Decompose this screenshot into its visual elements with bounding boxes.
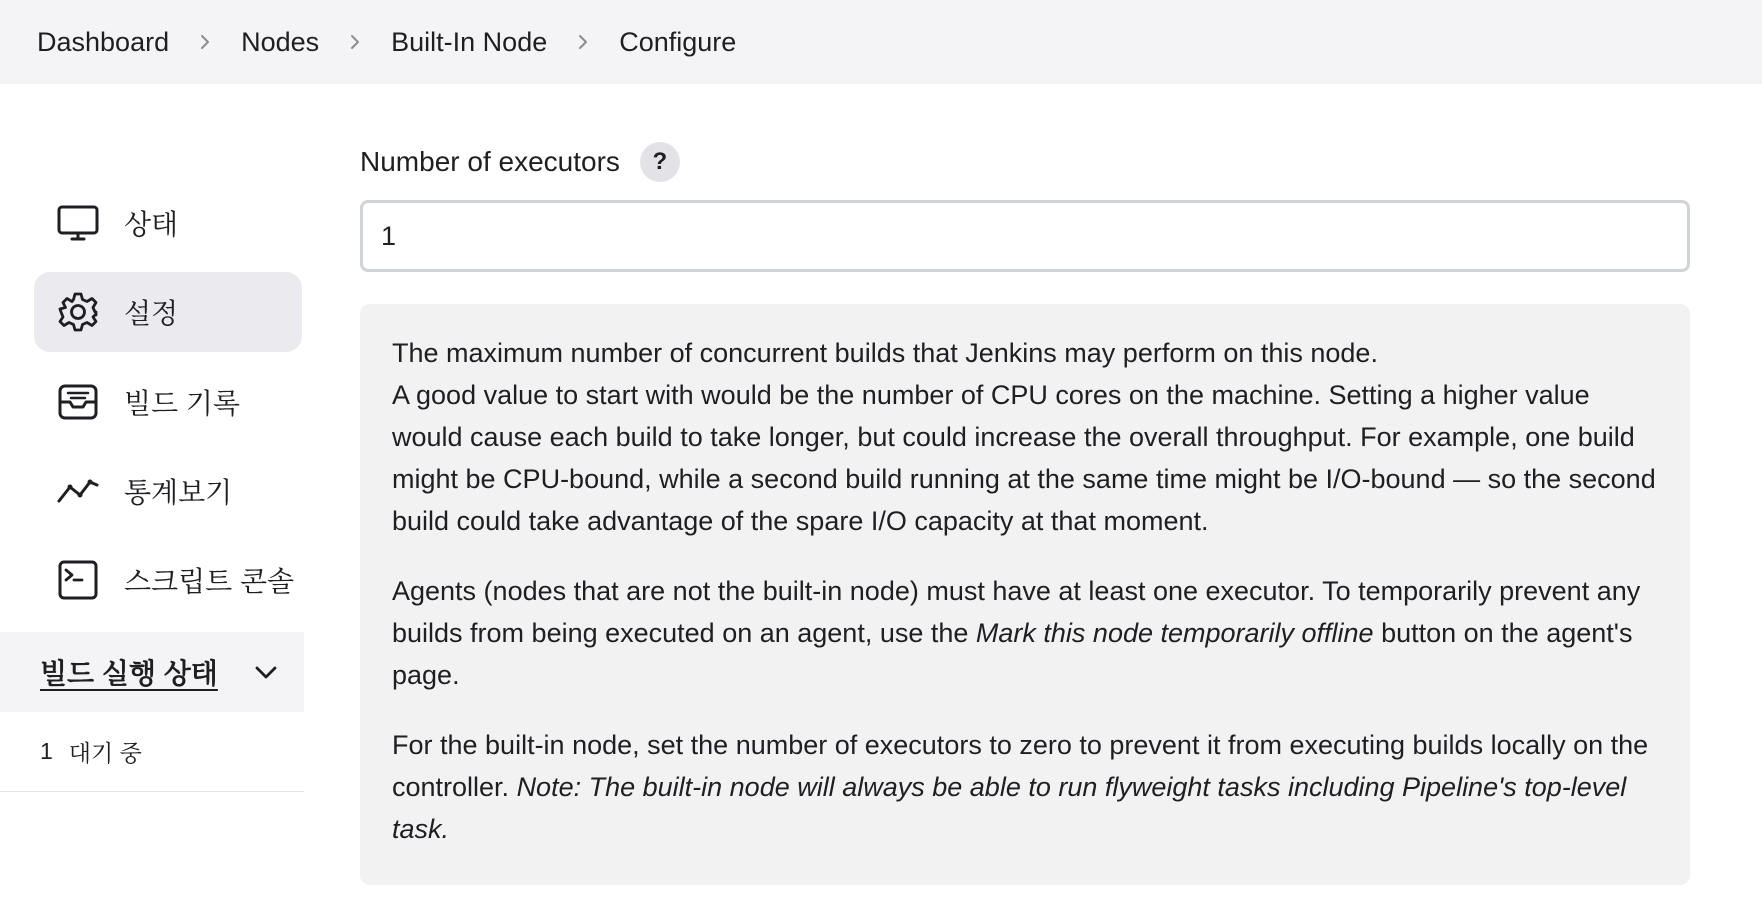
- sidebar-item-label: 빌드 기록: [124, 388, 240, 419]
- help-text: A good value to start with would be the number of CPU cores on the machine. Setting a higher value would cause each build to take longer, but could increase the overall throughput. For example, one build might be CPU-bound, while a second build running at the same time might be I/O-bound — so the second build could take advantage of the spare I/O capacity at that moment.: [392, 380, 1656, 536]
- sidebar-item-script-console[interactable]: [34, 540, 302, 620]
- sidebar-item-label: 설정: [124, 298, 179, 329]
- chevron-down-icon[interactable]: [252, 658, 280, 686]
- breadcrumb-built-in-node[interactable]: Built-In Node: [391, 26, 548, 57]
- breadcrumb-dashboard[interactable]: Dashboard: [37, 26, 170, 57]
- help-text: The maximum number of concurrent builds that Jenkins may perform on this node.: [392, 338, 1378, 368]
- executor-state: 대기 중: [68, 740, 142, 766]
- executor-number: 1: [40, 738, 53, 764]
- monitor-icon: [56, 201, 100, 245]
- breadcrumb-nodes[interactable]: Nodes: [241, 26, 320, 57]
- help-text: Agents (nodes that are not the built-in node) must have at least one executor. To temporarily prevent any builds from being executed on an agent, use the: [392, 576, 1641, 648]
- sidebar-item-settings[interactable]: [34, 272, 302, 352]
- help-paragraph: [392, 332, 1658, 542]
- executor-status-header[interactable]: [0, 632, 304, 712]
- executors-label: Number of executors: [360, 146, 620, 177]
- breadcrumb: [0, 0, 1762, 84]
- sidebar-item-label: 상태: [124, 209, 179, 240]
- executor-status-link[interactable]: 빌드 실행 상태: [40, 658, 218, 689]
- sidebar-item-label: 통계보기: [124, 477, 233, 508]
- executors-label-row: [360, 142, 680, 182]
- chevron-right-icon: [169, 34, 241, 50]
- breadcrumb-configure[interactable]: Configure: [619, 26, 737, 57]
- inbox-icon: [56, 380, 100, 424]
- help-emphasis: Mark this node temporarily offline: [975, 618, 1374, 648]
- executors-input[interactable]: [360, 200, 1690, 272]
- help-button[interactable]: ?: [640, 142, 680, 182]
- sidebar-item-label: 스크립트 콘솔: [124, 566, 295, 597]
- sidebar-item-build-history[interactable]: [34, 362, 302, 442]
- help-panel: [360, 304, 1690, 885]
- help-text: For the built-in node, set the number of executors to zero to prevent it from executing builds locally on the controller.: [392, 730, 1649, 802]
- gear-icon: [56, 290, 100, 334]
- sidebar-item-statistics[interactable]: [34, 451, 302, 531]
- help-paragraph: [392, 724, 1658, 850]
- executor-row: [0, 712, 304, 792]
- terminal-icon: [56, 558, 100, 602]
- sidebar-item-status[interactable]: [34, 183, 302, 263]
- trend-line-icon: [56, 469, 100, 513]
- chevron-right-icon: [319, 34, 391, 50]
- help-text: button on the agent's page.: [392, 618, 1633, 690]
- help-paragraph: [392, 570, 1658, 696]
- chevron-right-icon: [547, 34, 619, 50]
- help-emphasis: Note: The built-in node will always be able to run flyweight tasks including Pipeline's top-level task.: [392, 772, 1627, 844]
